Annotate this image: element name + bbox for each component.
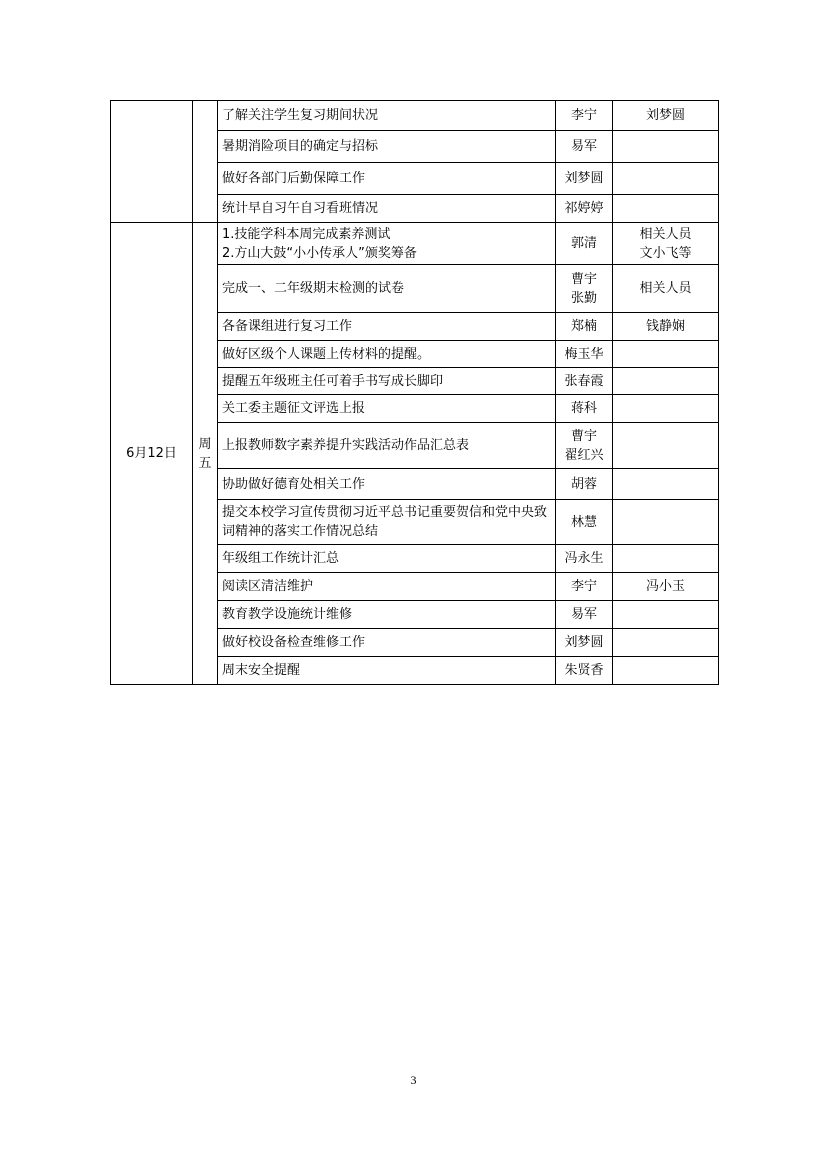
person-cell bbox=[556, 101, 613, 131]
page-number: 3 bbox=[410, 1073, 417, 1087]
task-line: 统计早自习午自习看班情况 bbox=[222, 201, 379, 216]
task-line: 各备课组进行复习工作 bbox=[222, 319, 353, 334]
person-cell bbox=[556, 223, 613, 265]
person-name: 朱贤香 bbox=[564, 663, 604, 678]
weekday-char: 周 bbox=[198, 436, 212, 452]
collab-cell bbox=[613, 223, 719, 265]
person-cell bbox=[556, 629, 613, 657]
task-cell bbox=[218, 469, 556, 500]
task-line: 关工委主题征文评选上报 bbox=[222, 401, 366, 416]
task-line: 完成一、二年级期末检测的试卷 bbox=[222, 281, 405, 296]
collab-name: 相关人员 bbox=[639, 281, 692, 296]
collab-name: 钱静娴 bbox=[645, 319, 685, 334]
task-cell bbox=[218, 657, 556, 685]
person-cell bbox=[556, 469, 613, 500]
task-cell bbox=[218, 629, 556, 657]
table-row bbox=[111, 101, 719, 131]
task-cell bbox=[218, 195, 556, 223]
collab-cell bbox=[613, 629, 719, 657]
task-cell bbox=[218, 545, 556, 573]
task-cell bbox=[218, 368, 556, 395]
person-cell bbox=[556, 395, 613, 423]
schedule-table bbox=[110, 100, 719, 685]
collab-cell bbox=[613, 195, 719, 223]
person-cell bbox=[556, 163, 613, 195]
person-name: 冯永生 bbox=[564, 551, 604, 566]
collab-cell bbox=[613, 313, 719, 341]
task-cell bbox=[218, 395, 556, 423]
collab-cell bbox=[613, 469, 719, 500]
date-cell bbox=[111, 101, 193, 223]
task-cell bbox=[218, 131, 556, 163]
weekday-cell bbox=[193, 223, 218, 685]
person-cell bbox=[556, 313, 613, 341]
task-cell bbox=[218, 101, 556, 131]
task-line: 做好区级个人课题上传材料的提醒。 bbox=[222, 346, 431, 362]
task-line: 暑期消险项目的确定与招标 bbox=[222, 139, 379, 154]
task-cell bbox=[218, 163, 556, 195]
collab-name: 刘梦圆 bbox=[645, 108, 685, 123]
task-cell bbox=[218, 223, 556, 265]
person-cell bbox=[556, 368, 613, 395]
task-line: 上报教师数字素养提升实践活动作品汇总表 bbox=[222, 438, 470, 453]
person-name: 林慧 bbox=[570, 514, 597, 530]
task-cell bbox=[218, 423, 556, 469]
task-cell bbox=[218, 573, 556, 601]
task-line: 2.方山大鼓“小小传承人”颁奖筹备 bbox=[222, 245, 417, 261]
task-line: 了解关注学生复习期间状况 bbox=[222, 108, 379, 123]
person-name: 梅玉华 bbox=[564, 346, 604, 362]
table-row bbox=[111, 223, 719, 265]
collab-cell bbox=[613, 131, 719, 163]
collab-cell bbox=[613, 657, 719, 685]
person-name: 刘梦圆 bbox=[564, 171, 604, 186]
person-cell bbox=[556, 265, 613, 313]
person-name: 张春霞 bbox=[564, 373, 604, 389]
task-line: 词精神的落实工作情况总结 bbox=[222, 524, 379, 539]
person-cell bbox=[556, 423, 613, 469]
collab-cell bbox=[613, 265, 719, 313]
collab-cell bbox=[613, 163, 719, 195]
task-line: 提交本校学习宣传贯彻习近平总书记重要贺信和党中央致 bbox=[222, 505, 548, 520]
person-name: 易军 bbox=[570, 607, 597, 622]
person-name: 李宁 bbox=[570, 579, 597, 594]
person-name: 李宁 bbox=[570, 108, 597, 123]
collab-cell bbox=[613, 341, 719, 368]
task-line: 1.技能学科本周完成素养测试 bbox=[222, 226, 391, 242]
collab-name: 文小飞等 bbox=[639, 245, 692, 261]
person-cell bbox=[556, 545, 613, 573]
person-cell bbox=[556, 573, 613, 601]
task-cell bbox=[218, 341, 556, 368]
collab-cell bbox=[613, 500, 719, 545]
person-cell bbox=[556, 341, 613, 368]
person-cell bbox=[556, 657, 613, 685]
person-name: 翟红兴 bbox=[564, 447, 604, 463]
task-line: 阅读区清洁维护 bbox=[222, 579, 314, 594]
collab-name: 相关人员 bbox=[639, 226, 692, 242]
collab-cell bbox=[613, 573, 719, 601]
collab-cell bbox=[613, 101, 719, 131]
task-line: 做好各部门后勤保障工作 bbox=[222, 171, 366, 186]
person-name: 祁婷婷 bbox=[564, 201, 604, 216]
task-line: 年级组工作统计汇总 bbox=[222, 551, 340, 566]
person-name: 易军 bbox=[570, 139, 597, 154]
task-line: 提醒五年级班主任可着手书写成长脚印 bbox=[222, 373, 444, 389]
task-cell bbox=[218, 500, 556, 545]
weekday-char: 五 bbox=[198, 455, 212, 471]
task-cell bbox=[218, 313, 556, 341]
person-name: 曹宇 bbox=[570, 428, 597, 444]
collab-name: 冯小玉 bbox=[645, 579, 685, 594]
task-line: 教育教学设施统计维修 bbox=[222, 607, 353, 622]
person-name: 曹宇 bbox=[570, 271, 597, 287]
person-name: 胡蓉 bbox=[570, 476, 597, 492]
person-name: 郭清 bbox=[570, 236, 597, 251]
schedule-body bbox=[111, 101, 719, 685]
collab-cell bbox=[613, 545, 719, 573]
collab-cell bbox=[613, 423, 719, 469]
collab-cell bbox=[613, 601, 719, 629]
person-name: 郑楠 bbox=[570, 319, 597, 334]
weekday-cell bbox=[193, 101, 218, 223]
task-line: 协助做好德育处相关工作 bbox=[222, 476, 366, 492]
person-cell bbox=[556, 500, 613, 545]
person-name: 蒋科 bbox=[570, 401, 597, 416]
collab-cell bbox=[613, 368, 719, 395]
task-cell bbox=[218, 601, 556, 629]
person-cell bbox=[556, 601, 613, 629]
person-cell bbox=[556, 131, 613, 163]
person-name: 刘梦圆 bbox=[564, 635, 604, 650]
person-cell bbox=[556, 195, 613, 223]
task-line: 做好校设备检查维修工作 bbox=[222, 635, 366, 650]
person-name: 张勤 bbox=[570, 290, 597, 306]
task-line: 周末安全提醒 bbox=[222, 663, 301, 678]
collab-cell bbox=[613, 395, 719, 423]
date-cell: 6月12日 bbox=[111, 223, 193, 685]
task-cell bbox=[218, 265, 556, 313]
